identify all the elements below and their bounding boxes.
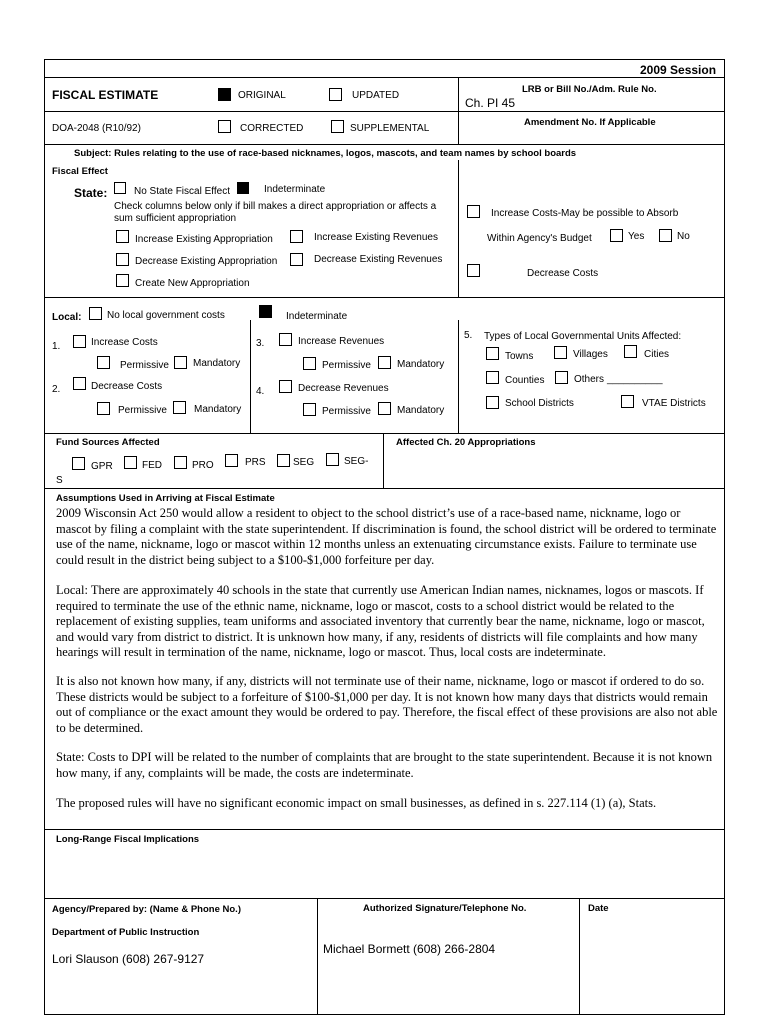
fund-sources-label: Fund Sources Affected: [56, 437, 160, 448]
decrease-appropriation-label: Decrease Existing Appropriation: [135, 256, 278, 267]
decrease-costs-permissive-label: Permissive: [118, 405, 167, 416]
assumptions-label: Assumptions Used in Arriving at Fiscal Estimate: [56, 493, 275, 504]
seg-checkbox[interactable]: [277, 454, 290, 467]
within-budget-label: Within Agency's Budget: [487, 233, 592, 244]
create-appropriation-checkbox[interactable]: [116, 274, 129, 287]
towns-checkbox[interactable]: [486, 347, 499, 360]
no-label: No: [677, 231, 690, 242]
divider-state-right: [458, 160, 459, 297]
decrease-revenues-permissive-checkbox[interactable]: [303, 403, 316, 416]
increase-revenues-mandatory-label: Mandatory: [397, 359, 445, 370]
check-note-line1: Check columns below only if bill makes a direct appropriation or affects a: [114, 201, 437, 212]
divider-local: [44, 297, 725, 298]
lrb-value[interactable]: Ch. PI 45: [465, 96, 516, 110]
no-state-effect-checkbox[interactable]: [114, 182, 126, 194]
check-note-line2: sum sufficient appropriation: [114, 213, 237, 224]
decrease-appropriation-checkbox[interactable]: [116, 253, 129, 266]
divider-funds: [44, 433, 725, 434]
divider-footer-1: [317, 898, 318, 1015]
school-districts-label: School Districts: [505, 398, 574, 409]
assumption-paragraph: The proposed rules will have no significant economic impact on small businesses, as defined in s. 227.114 (1) (a), Stats.: [56, 796, 657, 810]
agency-label: Agency/Prepared by: (Name & Phone No.): [52, 904, 241, 915]
villages-checkbox[interactable]: [554, 346, 567, 359]
increase-revenues-checkbox[interactable]: [290, 230, 303, 243]
assumption-paragraph: Local: There are approximately 40 schools in the state that currently use American Indian names, nicknames, logos or mascots. If required to terminate the use of the ethnic name, nickname, logo or mascot, costs to a school district would be related to the replacement of existing supplies, team uniforms and associated inventory that currently bear the name, nickname, logo or mascot, and would vary from district to district. It is unknown how many, if any, residents of districts will file complaints and how many hearings will result in termination of the name, nickname, logo or mascot. Thus, local costs are indeterminate.: [56, 583, 705, 659]
signature-name: Michael Bormett (608) 266-2804: [323, 942, 496, 956]
gpr-label: GPR: [91, 461, 113, 472]
villages-label: Villages: [573, 349, 608, 360]
increase-costs-mandatory-checkbox[interactable]: [174, 356, 187, 369]
local-indeterminate-label: Indeterminate: [286, 311, 348, 322]
signature-label: Authorized Signature/Telephone No.: [363, 903, 527, 914]
original-checkbox[interactable]: [218, 88, 231, 101]
amendment-label: Amendment No. If Applicable: [524, 117, 656, 128]
local-increase-costs-label: Increase Costs: [91, 337, 158, 348]
increase-costs-mandatory-label: Mandatory: [193, 358, 241, 369]
divider-footer: [44, 898, 725, 899]
updated-label: UPDATED: [352, 90, 400, 101]
no-local-costs-label: No local government costs: [107, 310, 225, 321]
form-title: FISCAL ESTIMATE: [52, 88, 159, 102]
session-label: 2009 Session: [640, 63, 717, 77]
pro-checkbox[interactable]: [174, 456, 187, 469]
decrease-costs-state-checkbox[interactable]: [467, 264, 480, 277]
corrected-label: CORRECTED: [240, 123, 304, 134]
seg-label: SEG: [293, 457, 315, 468]
divider-long-range: [44, 829, 725, 830]
local-increase-revenues-checkbox[interactable]: [279, 333, 292, 346]
fiscal-effect-label: Fiscal Effect: [52, 166, 108, 177]
state-indeterminate-label: Indeterminate: [264, 184, 326, 195]
types-label: Types of Local Governmental Units Affected:: [484, 331, 682, 342]
prs-checkbox[interactable]: [225, 454, 238, 467]
decrease-revenues-permissive-label: Permissive: [322, 406, 371, 417]
original-label: ORIGINAL: [238, 90, 286, 101]
date-label: Date: [588, 903, 609, 914]
segs-label: SEG-: [344, 456, 369, 467]
subject-line: Subject: Rules relating to the use of race-based nicknames, logos, mascots, and team names by school boards: [74, 148, 577, 159]
item-2-number: 2.: [52, 384, 61, 395]
others-checkbox[interactable]: [555, 371, 568, 384]
fed-label: FED: [142, 460, 162, 471]
cities-checkbox[interactable]: [624, 345, 637, 358]
segs-checkbox[interactable]: [326, 453, 339, 466]
others-input[interactable]: __________: [607, 374, 663, 385]
local-decrease-costs-checkbox[interactable]: [73, 377, 86, 390]
item-3-number: 3.: [256, 338, 265, 349]
divider-subject: [44, 144, 725, 145]
assumption-paragraph: 2009 Wisconsin Act 250 would allow a resident to object to the school district’s use of a race-based name, nickname, logo or mascot by filing a complaint with the state superintendent. If discrimination is found, the school district will be ordered to terminate use of the name, nickname, logo or mascot within 12 months unless an extenuating circumstance exists. Failure to terminate use could result in the district being subject to a $100-$1,000 forfeiture per day.: [56, 506, 717, 567]
increase-costs-permissive-label: Permissive: [120, 360, 169, 371]
increase-revenues-mandatory-checkbox[interactable]: [378, 356, 391, 369]
towns-label: Towns: [505, 351, 534, 362]
divider-lrb: [458, 111, 725, 112]
lrb-label: LRB or Bill No./Adm. Rule No.: [522, 84, 657, 95]
increase-costs-absorb-checkbox[interactable]: [467, 205, 480, 218]
increase-costs-permissive-checkbox[interactable]: [97, 356, 110, 369]
decrease-revenues-label: Decrease Existing Revenues: [314, 254, 443, 265]
decrease-costs-mandatory-checkbox[interactable]: [173, 401, 186, 414]
decrease-revenues-mandatory-label: Mandatory: [397, 405, 445, 416]
counties-checkbox[interactable]: [486, 371, 499, 384]
form-number: DOA-2048 (R10/92): [52, 123, 141, 134]
decrease-costs-mandatory-label: Mandatory: [194, 404, 242, 415]
local-label: Local:: [52, 312, 82, 323]
divider-header-right: [458, 77, 459, 144]
local-indeterminate-checkbox[interactable]: [259, 305, 272, 318]
divider-footer-2: [579, 898, 580, 1015]
assumption-paragraph: State: Costs to DPI will be related to the number of complaints that are brought to the state superintendent. Because it is not known how many, if any, complaints will be made, the costs are indeterminate.: [56, 750, 713, 780]
divider-local-right: [458, 320, 459, 433]
decrease-revenues-mandatory-checkbox[interactable]: [378, 402, 391, 415]
increase-costs-absorb-label: Increase Costs-May be possible to Absorb: [491, 208, 679, 219]
divider-local-mid: [250, 320, 251, 433]
preparer-name: Lori Slauson (608) 267-9127: [52, 952, 205, 966]
assumption-paragraph: It is also not known how many, if any, districts will not terminate use of their name, nickname, logo or mascot if ordered to do so. These districts would be subject to a forfeiture of $100-$1,000 per day. It is not known how many days that districts would remain out of compliance or the exact amount they would be ordered to pay. Therefore, the fiscal effect of these provisions are also not able to be determined.: [56, 674, 718, 735]
state-label: State:: [74, 186, 108, 200]
item-1-number: 1.: [52, 341, 61, 352]
yes-checkbox[interactable]: [610, 229, 623, 242]
fed-checkbox[interactable]: [124, 456, 137, 469]
create-appropriation-label: Create New Appropriation: [135, 278, 250, 289]
local-decrease-revenues-label: Decrease Revenues: [298, 383, 389, 394]
decrease-costs-permissive-checkbox[interactable]: [97, 402, 110, 415]
item-5-number: 5.: [464, 330, 473, 341]
cities-label: Cities: [644, 349, 670, 360]
divider-session: [44, 77, 725, 78]
prs-label: PRS: [245, 457, 266, 468]
decrease-costs-state-label: Decrease Costs: [527, 268, 599, 279]
local-decrease-costs-label: Decrease Costs: [91, 381, 163, 392]
corrected-checkbox[interactable]: [218, 120, 231, 133]
long-range-label: Long-Range Fiscal Implications: [56, 834, 200, 845]
increase-appropriation-label: Increase Existing Appropriation: [135, 234, 273, 245]
yes-label: Yes: [628, 231, 645, 242]
local-decrease-revenues-checkbox[interactable]: [279, 380, 292, 393]
increase-appropriation-checkbox[interactable]: [116, 230, 129, 243]
affected-appropriations-label: Affected Ch. 20 Appropriations: [396, 437, 536, 448]
school-districts-checkbox[interactable]: [486, 396, 499, 409]
increase-revenues-permissive-label: Permissive: [322, 360, 371, 371]
supplemental-checkbox[interactable]: [331, 120, 344, 133]
updated-checkbox[interactable]: [329, 88, 342, 101]
pro-label: PRO: [192, 460, 214, 471]
supplemental-label: SUPPLEMENTAL: [350, 123, 430, 134]
increase-revenues-label: Increase Existing Revenues: [314, 232, 438, 243]
divider-header-mid: [44, 111, 458, 112]
segs-label-wrap: S: [56, 475, 63, 486]
no-local-costs-checkbox[interactable]: [89, 307, 102, 320]
others-label: Others: [574, 374, 605, 385]
counties-label: Counties: [505, 375, 545, 386]
no-checkbox[interactable]: [659, 229, 672, 242]
decrease-revenues-checkbox[interactable]: [290, 253, 303, 266]
local-increase-costs-checkbox[interactable]: [73, 335, 86, 348]
item-4-number: 4.: [256, 386, 265, 397]
agency-name: Department of Public Instruction: [52, 927, 200, 938]
state-indeterminate-checkbox[interactable]: [237, 182, 249, 194]
local-increase-revenues-label: Increase Revenues: [298, 336, 385, 347]
divider-assumptions: [44, 488, 725, 489]
increase-revenues-permissive-checkbox[interactable]: [303, 357, 316, 370]
divider-funds-mid: [383, 433, 384, 488]
gpr-checkbox[interactable]: [72, 457, 85, 470]
no-state-effect-label: No State Fiscal Effect: [134, 186, 230, 197]
vtae-label: VTAE Districts: [642, 398, 706, 409]
vtae-checkbox[interactable]: [621, 395, 634, 408]
